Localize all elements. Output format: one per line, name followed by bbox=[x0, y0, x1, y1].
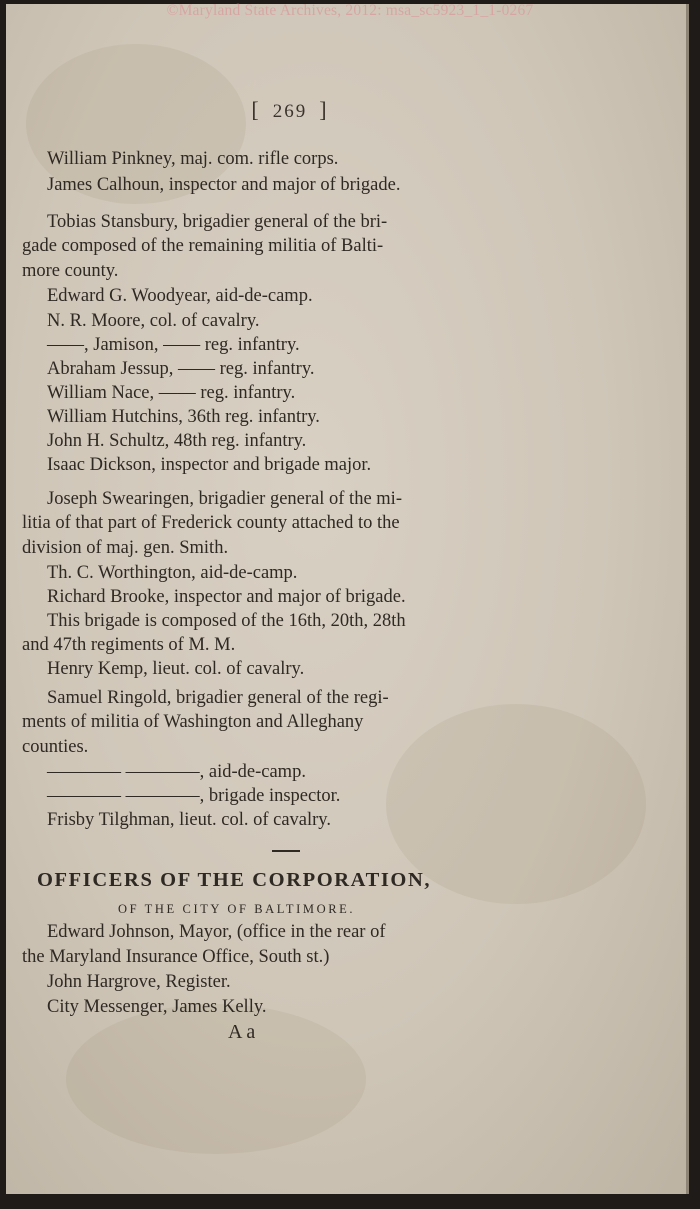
text-line: counties. bbox=[22, 737, 89, 757]
section-divider bbox=[272, 850, 300, 852]
text-line: gade composed of the remaining militia of Balti- bbox=[22, 236, 384, 256]
text-line: Tobias Stansbury, brigadier general of the bri- bbox=[47, 212, 388, 232]
text-line: ———— ————, brigade inspector. bbox=[47, 786, 341, 806]
text-line: William Nace, —— reg. infantry. bbox=[47, 383, 296, 403]
text-line: litia of that part of Frederick county attached to the bbox=[22, 513, 400, 533]
section-subheading: OF THE CITY OF BALTIMORE. bbox=[118, 902, 356, 916]
page-number-header: [ 269 ] bbox=[251, 97, 329, 122]
text-line: division of maj. gen. Smith. bbox=[22, 538, 229, 558]
text-line: Isaac Dickson, inspector and brigade major. bbox=[47, 455, 372, 475]
text-line: Edward Johnson, Mayor, (office in the rear of bbox=[47, 922, 386, 942]
text-line: William Pinkney, maj. com. rifle corps. bbox=[47, 149, 339, 169]
text-line: Henry Kemp, lieut. col. of cavalry. bbox=[47, 659, 305, 679]
text-line: William Hutchins, 36th reg. infantry. bbox=[47, 407, 320, 427]
text-line: Th. C. Worthington, aid-de-camp. bbox=[47, 563, 298, 583]
text-line: Richard Brooke, inspector and major of brigade. bbox=[47, 587, 406, 607]
text-line: ——, Jamison, —— reg. infantry. bbox=[47, 335, 300, 355]
text-line: ments of militia of Washington and Alleghany bbox=[22, 712, 364, 732]
text-line: more county. bbox=[22, 261, 119, 281]
text-line: Joseph Swearingen, brigadier general of the mi- bbox=[47, 489, 402, 509]
text-line: the Maryland Insurance Office, South st.) bbox=[22, 947, 330, 967]
text-line: John Hargrove, Register. bbox=[47, 972, 231, 992]
text-line: and 47th regiments of M. M. bbox=[22, 635, 236, 655]
text-line: This brigade is composed of the 16th, 20th, 28th bbox=[47, 611, 406, 631]
text-line: N. R. Moore, col. of cavalry. bbox=[47, 311, 260, 331]
text-line: Frisby Tilghman, lieut. col. of cavalry. bbox=[47, 810, 331, 830]
text-line: ———— ————, aid-de-camp. bbox=[47, 762, 306, 782]
text-line: Samuel Ringold, brigadier general of the regi- bbox=[47, 688, 389, 708]
section-heading: OFFICERS OF THE CORPORATION, bbox=[37, 869, 432, 891]
page-number: 269 bbox=[272, 101, 308, 122]
archive-watermark: ©Maryland State Archives, 2012: msa_sc5923_1_1-0267 bbox=[166, 2, 534, 19]
text-line: John H. Schultz, 48th reg. infantry. bbox=[47, 431, 307, 451]
text-line: Edward G. Woodyear, aid-de-camp. bbox=[47, 286, 313, 306]
text-line: James Calhoun, inspector and major of brigade. bbox=[47, 175, 401, 195]
signature-mark: A a bbox=[228, 1021, 256, 1043]
text-line: Abraham Jessup, —— reg. infantry. bbox=[47, 359, 315, 379]
text-line: City Messenger, James Kelly. bbox=[47, 997, 267, 1017]
